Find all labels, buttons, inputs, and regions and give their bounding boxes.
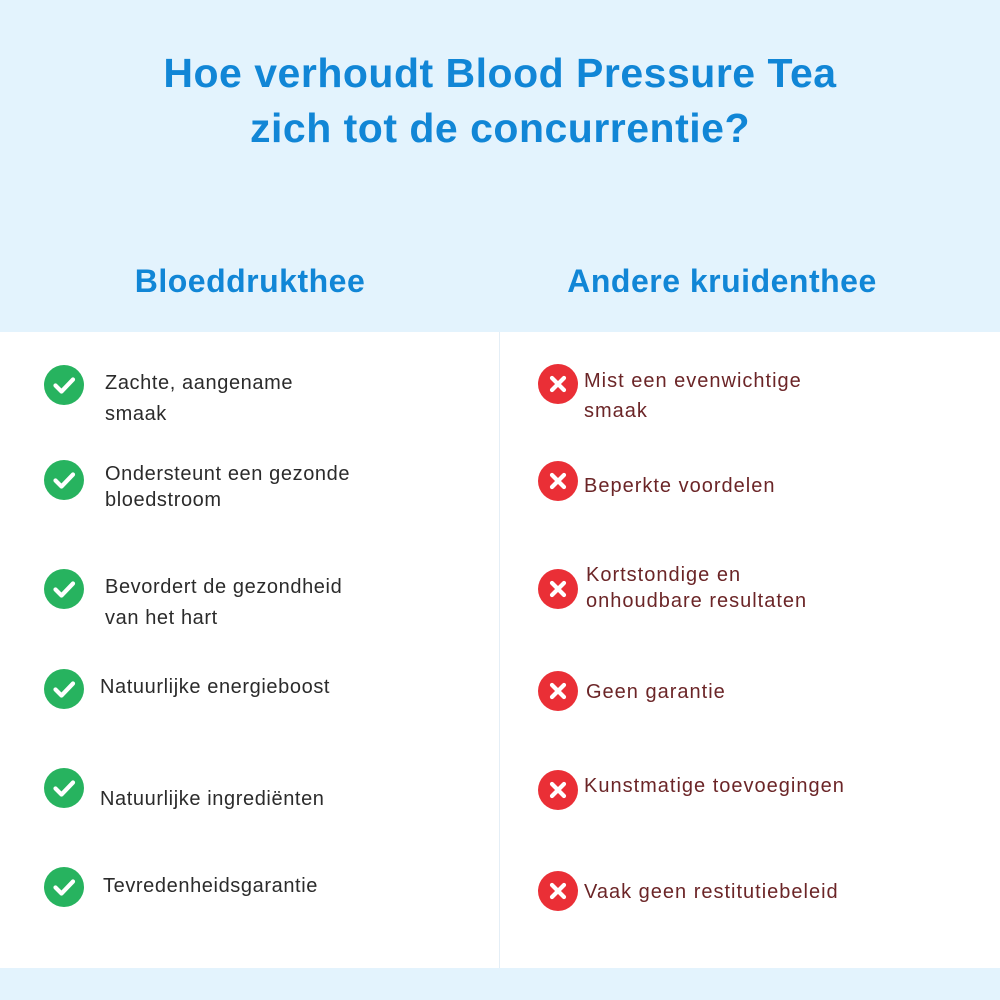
column-heading-bloeddrukthee: Bloeddrukthee [134,263,366,299]
pro-label: Tevredenheidsgarantie [103,875,318,897]
pro-label: Natuurlijke ingrediënten [100,788,325,810]
footer-band [0,968,1000,1000]
con-label: Geen garantie [586,681,726,703]
con-label: Vaak geen restitutiebeleid [584,881,839,903]
con-label: Kunstmatige toevoegingen [584,775,845,797]
check-icon [44,569,84,609]
column-divider [499,332,500,968]
cross-icon [538,461,578,501]
cross-icon [538,364,578,404]
check-icon [44,669,84,709]
con-label: Kortstondige en onhoudbare resultaten [586,564,808,612]
check-icon [44,460,84,500]
con-label: Mist een evenwichtige smaak [584,370,802,422]
title-line-1: Hoe verhoudt Blood Pressure Tea [163,50,837,96]
cross-icon [538,569,578,609]
cross-icon [538,770,578,810]
con-label: Beperkte voordelen [584,475,776,497]
title-line-2: zich tot de concurrentie? [250,105,750,151]
column-heading-andere-kruidenthee: Andere kruidenthee [567,263,877,299]
pro-label: Zachte, aangename smaak [105,372,294,425]
pro-label: Bevordert de gezondheid van het hart [105,576,343,629]
check-icon [44,768,84,808]
check-icon [44,365,84,405]
page-title [0,46,1000,156]
cross-icon [538,871,578,911]
pro-label: Ondersteunt een gezonde bloedstroom [105,463,351,511]
cross-icon [538,671,578,711]
check-icon [44,867,84,907]
pro-label: Natuurlijke energieboost [100,676,331,698]
